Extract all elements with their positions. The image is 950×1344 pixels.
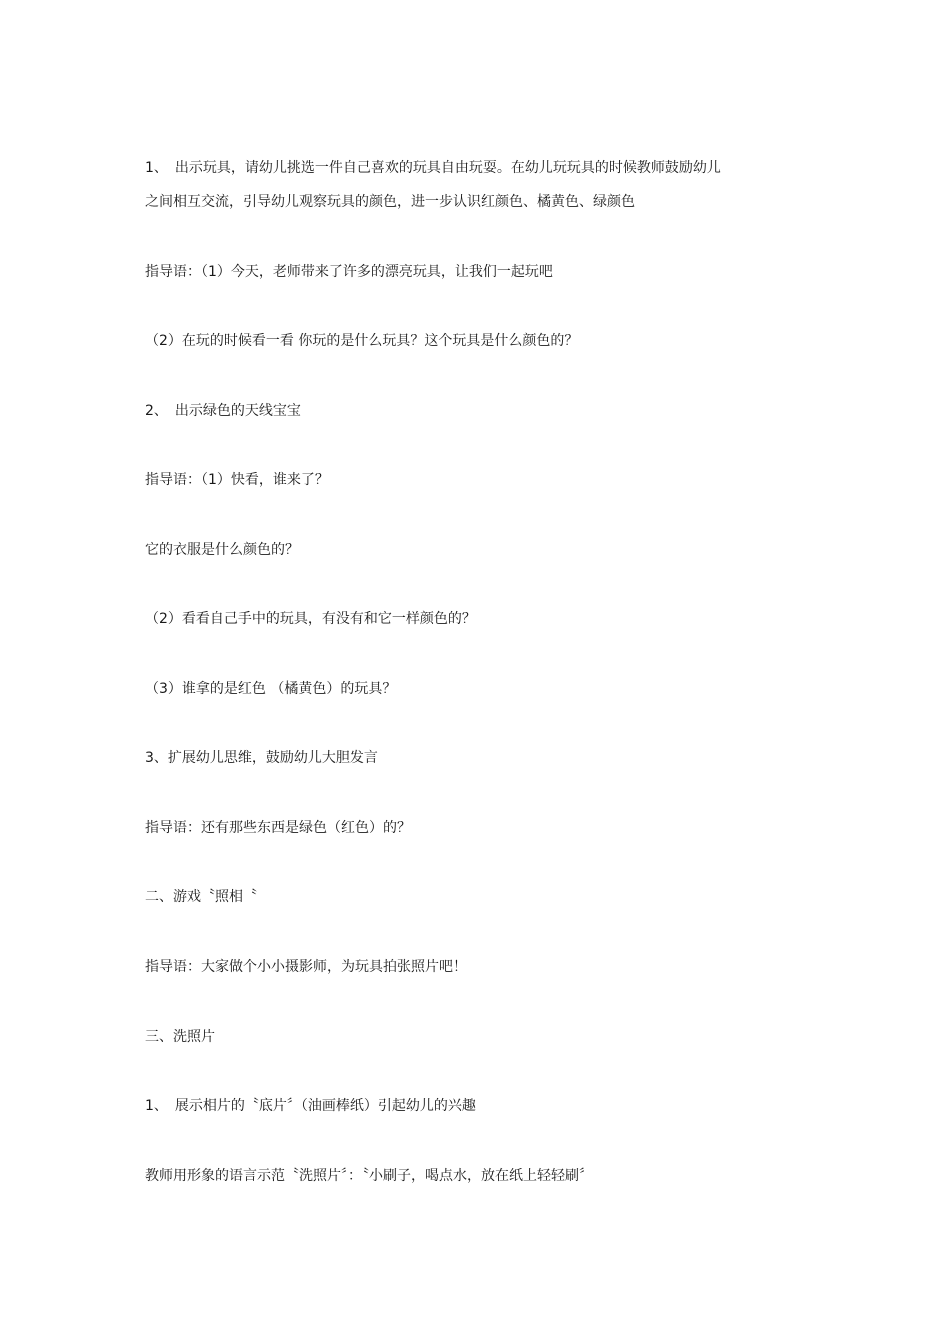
text-line-guide1-q1: 指导语：（1）今天，老师带来了许多的漂亮玩具，让我们一起玩吧 <box>145 264 553 280</box>
text-line-step1-a: 1、 出示玩具，请幼儿挑选一件自己喜欢的玩具自由玩耍。在幼儿玩玩具的时候教师鼓励幼儿 <box>145 160 721 176</box>
section-heading-wash: 三、洗照片 <box>145 1029 215 1045</box>
text-line-guide3: 指导语：还有那些东西是绿色（红色）的？ <box>145 820 411 836</box>
text-line-guide-game: 指导语：大家做个小小摄影师，为玩具拍张照片吧！ <box>145 959 467 975</box>
text-line-guide2-q2: （2）看看自己手中的玩具，有没有和它一样颜色的？ <box>145 611 476 627</box>
text-line-wash-demo: 教师用形象的语言示范〝洗照片〞：〝小刷子，喝点水，放在纸上轻轻刷〞 <box>145 1168 593 1184</box>
text-line-step2: 2、 出示绿色的天线宝宝 <box>145 403 301 419</box>
text-line-guide2-q3: （3）谁拿的是红色 （橘黄色）的玩具？ <box>145 681 397 697</box>
section-heading-game: 二、游戏〝照相〝 <box>145 889 257 905</box>
text-line-step3: 3、扩展幼儿思维，鼓励幼儿大胆发言 <box>145 750 378 766</box>
text-line-wash-step1: 1、 展示相片的〝底片〞（油画棒纸）引起幼儿的兴趣 <box>145 1098 476 1114</box>
text-line-step1-b: 之间相互交流，引导幼儿观察玩具的颜色，进一步认识红颜色、橘黄色、绿颜色 <box>145 194 635 210</box>
text-line-guide2-q1: 指导语：（1）快看，谁来了？ <box>145 472 329 488</box>
text-line-guide2-q1b: 它的衣服是什么颜色的？ <box>145 542 299 558</box>
text-line-guide1-q2: （2）在玩的时候看一看 你玩的是什么玩具？这个玩具是什么颜色的？ <box>145 333 579 349</box>
